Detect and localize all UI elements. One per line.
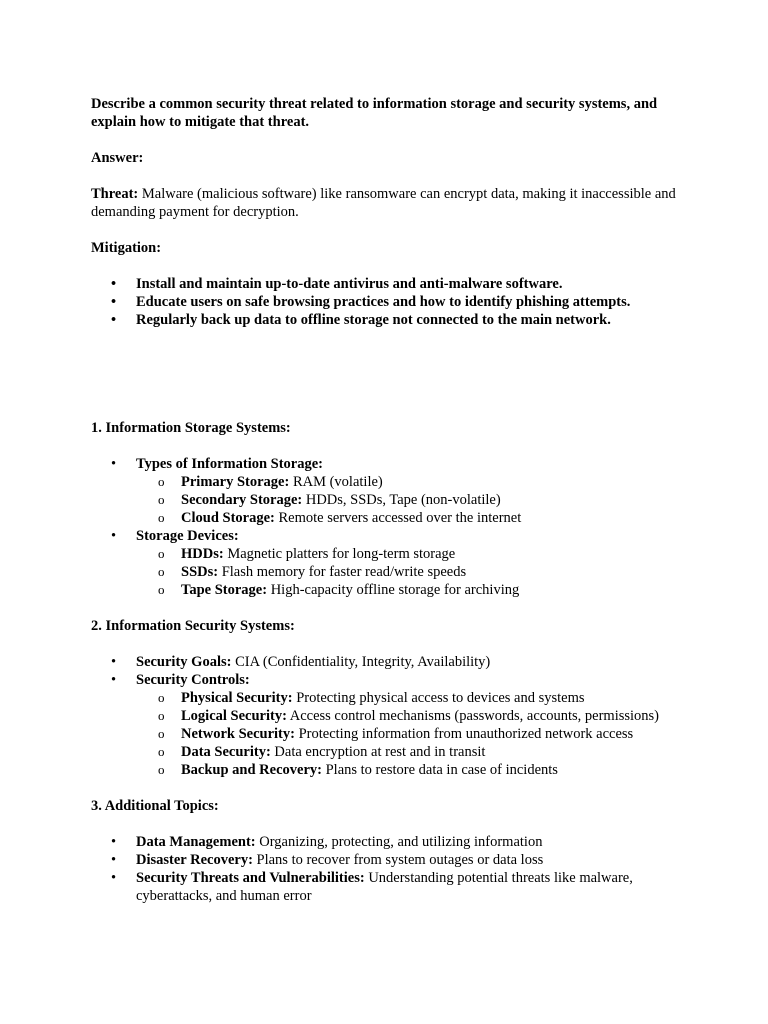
list-item (91, 473, 691, 491)
term: Backup and Recovery: (181, 762, 322, 778)
desc: HDDs, SSDs, Tape (non-volatile) (302, 492, 501, 508)
security-list (91, 653, 691, 779)
desc: Access control mechanisms (passwords, accounts, permissions) (286, 708, 660, 724)
threat-paragraph (91, 185, 691, 221)
list-item (91, 743, 691, 761)
document-body (91, 95, 691, 905)
section-heading-additional: 3. Additional Topics: (91, 798, 219, 814)
desc: High-capacity offline storage for archiving (267, 582, 520, 598)
list-item (91, 527, 691, 599)
term: Disaster Recovery: (136, 852, 253, 868)
term: Logical Security: (181, 708, 287, 724)
list-item: • Install and maintain up-to-date antivirus and anti-malware software. (91, 275, 691, 293)
term: Network Security: (181, 726, 295, 742)
list-item (91, 509, 691, 527)
devices-sublist (91, 545, 691, 599)
term: Data Security: (181, 744, 271, 760)
term: Tape Storage: (181, 582, 268, 598)
list-item (91, 725, 691, 743)
list-item (91, 851, 691, 869)
desc: Understanding potential threats like malware, cyberattacks, and human error (136, 870, 633, 904)
additional-list (91, 833, 691, 905)
controls-label: Security Controls: (136, 672, 250, 688)
desc: RAM (volatile) (289, 474, 383, 490)
desc: Protecting information from unauthorized network access (294, 726, 634, 742)
term: Primary Storage: (181, 474, 290, 490)
term: Physical Security: (181, 690, 293, 706)
controls-sublist (91, 689, 691, 779)
section-heading-storage: 1. Information Storage Systems: (91, 420, 291, 436)
list-item (91, 491, 691, 509)
list-item: • Regularly back up data to offline storage not connected to the main network. (91, 311, 691, 329)
mitigation-label: Mitigation: (91, 240, 162, 256)
desc: Magnetic platters for long-term storage (223, 546, 456, 562)
list-item (91, 581, 691, 599)
mitigation-list (91, 275, 691, 329)
list-item (91, 671, 691, 779)
term: SSDs: (181, 564, 219, 580)
storage-list (91, 455, 691, 599)
desc: Protecting physical access to devices and systems (292, 690, 585, 706)
threat-label: Threat: (91, 186, 139, 202)
list-item (91, 653, 691, 671)
term: Cloud Storage: (181, 510, 275, 526)
list-item (91, 869, 691, 905)
term: Secondary Storage: (181, 492, 303, 508)
term: Data Management: (136, 834, 256, 850)
answer-label: Answer: (91, 150, 144, 166)
list-item (91, 455, 691, 527)
list-item (91, 689, 691, 707)
desc: Plans to restore data in case of incidents (321, 762, 558, 778)
list-item: • Educate users on safe browsing practices and how to identify phishing attempts. (91, 293, 691, 311)
question-text: Describe a common security threat related to information storage and security systems, and explain how to mitigate that threat. (91, 96, 658, 130)
desc: Organizing, protecting, and utilizing information (255, 834, 543, 850)
devices-label: Storage Devices: (136, 528, 239, 544)
threat-text: Malware (malicious software) like ransomware can encrypt data, making it inaccessible and demanding payment for decryption. (91, 186, 676, 220)
desc: CIA (Confidentiality, Integrity, Availability) (231, 654, 491, 670)
term: HDDs: (181, 546, 224, 562)
list-item (91, 563, 691, 581)
list-item (91, 761, 691, 779)
list-item (91, 545, 691, 563)
desc: Data encryption at rest and in transit (270, 744, 486, 760)
desc: Plans to recover from system outages or data loss (252, 852, 544, 868)
types-label: Types of Information Storage: (136, 456, 324, 472)
types-sublist (91, 473, 691, 527)
desc: Remote servers accessed over the internet (274, 510, 522, 526)
list-item (91, 833, 691, 851)
term: Security Threats and Vulnerabilities: (136, 870, 365, 886)
list-item (91, 707, 691, 725)
term: Security Goals: (136, 654, 232, 670)
desc: Flash memory for faster read/write speeds (218, 564, 467, 580)
section-heading-security: 2. Information Security Systems: (91, 618, 295, 634)
